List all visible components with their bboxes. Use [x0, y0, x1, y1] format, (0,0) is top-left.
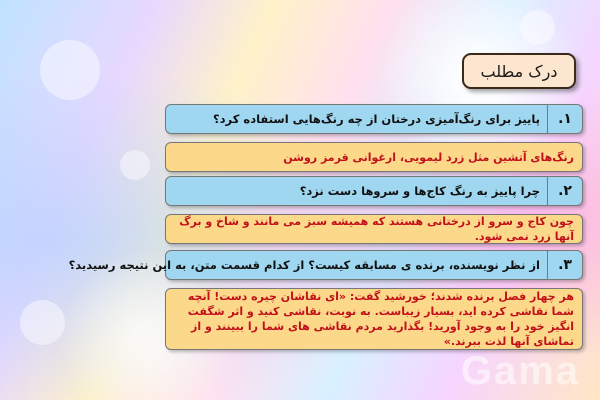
- answer-text-2: چون کاج و سرو از درختانی هستند که همیشه سبز می مانند و شاخ و برگ آنها زرد نمی شود.: [179, 215, 574, 243]
- answer-box-3: [165, 288, 583, 350]
- question-text-3: از نظر نویسنده، برنده ی مسابقه کیست؟ از کدام قسمت متن، به این نتیجه رسیدید؟: [68, 258, 540, 272]
- question-text-2: چرا پاییز به رنگ کاج‌ها و سروها دست نزد؟: [299, 184, 540, 198]
- question-box-3: [68, 250, 583, 280]
- question-number-2: ۲.: [547, 177, 582, 205]
- slide-title: [462, 53, 576, 89]
- bokeh-decoration: [20, 300, 65, 345]
- bokeh-decoration: [40, 40, 100, 100]
- watermark-logo: Gama: [460, 349, 580, 393]
- bokeh-decoration: [120, 150, 150, 180]
- bokeh-decoration: [520, 10, 555, 45]
- question-number-3: ۳.: [547, 251, 582, 279]
- question-box-2: [165, 176, 583, 206]
- answer-text-1: رنگ‌های آتشین مثل زرد لیمویی، ارغوانی قرمز روشن: [283, 150, 574, 164]
- question-box-1: [165, 104, 583, 134]
- answer-box-2: [165, 214, 583, 244]
- question-number-1: ۱.: [547, 105, 582, 133]
- slide-title-text: درک مطلب: [480, 61, 558, 81]
- answer-text-3: هر چهار فصل برنده شدند؛ خورشید گفت: «ای نقاشان چیره دست! آنچه شما نقاشی کرده اید، بسیار زیباست. به نوبت، نقاشی کنید و اثر شگفت انگیز خود را به وجود آورید! بگذارید مردم نقاشی های شما را ببینند و از تماشای آنها لذت ببرند.»: [187, 290, 574, 348]
- question-text-1: پاییز برای رنگ‌آمیزی درختان از چه رنگ‌هایی استفاده کرد؟: [212, 112, 540, 126]
- answer-box-1: [165, 142, 583, 172]
